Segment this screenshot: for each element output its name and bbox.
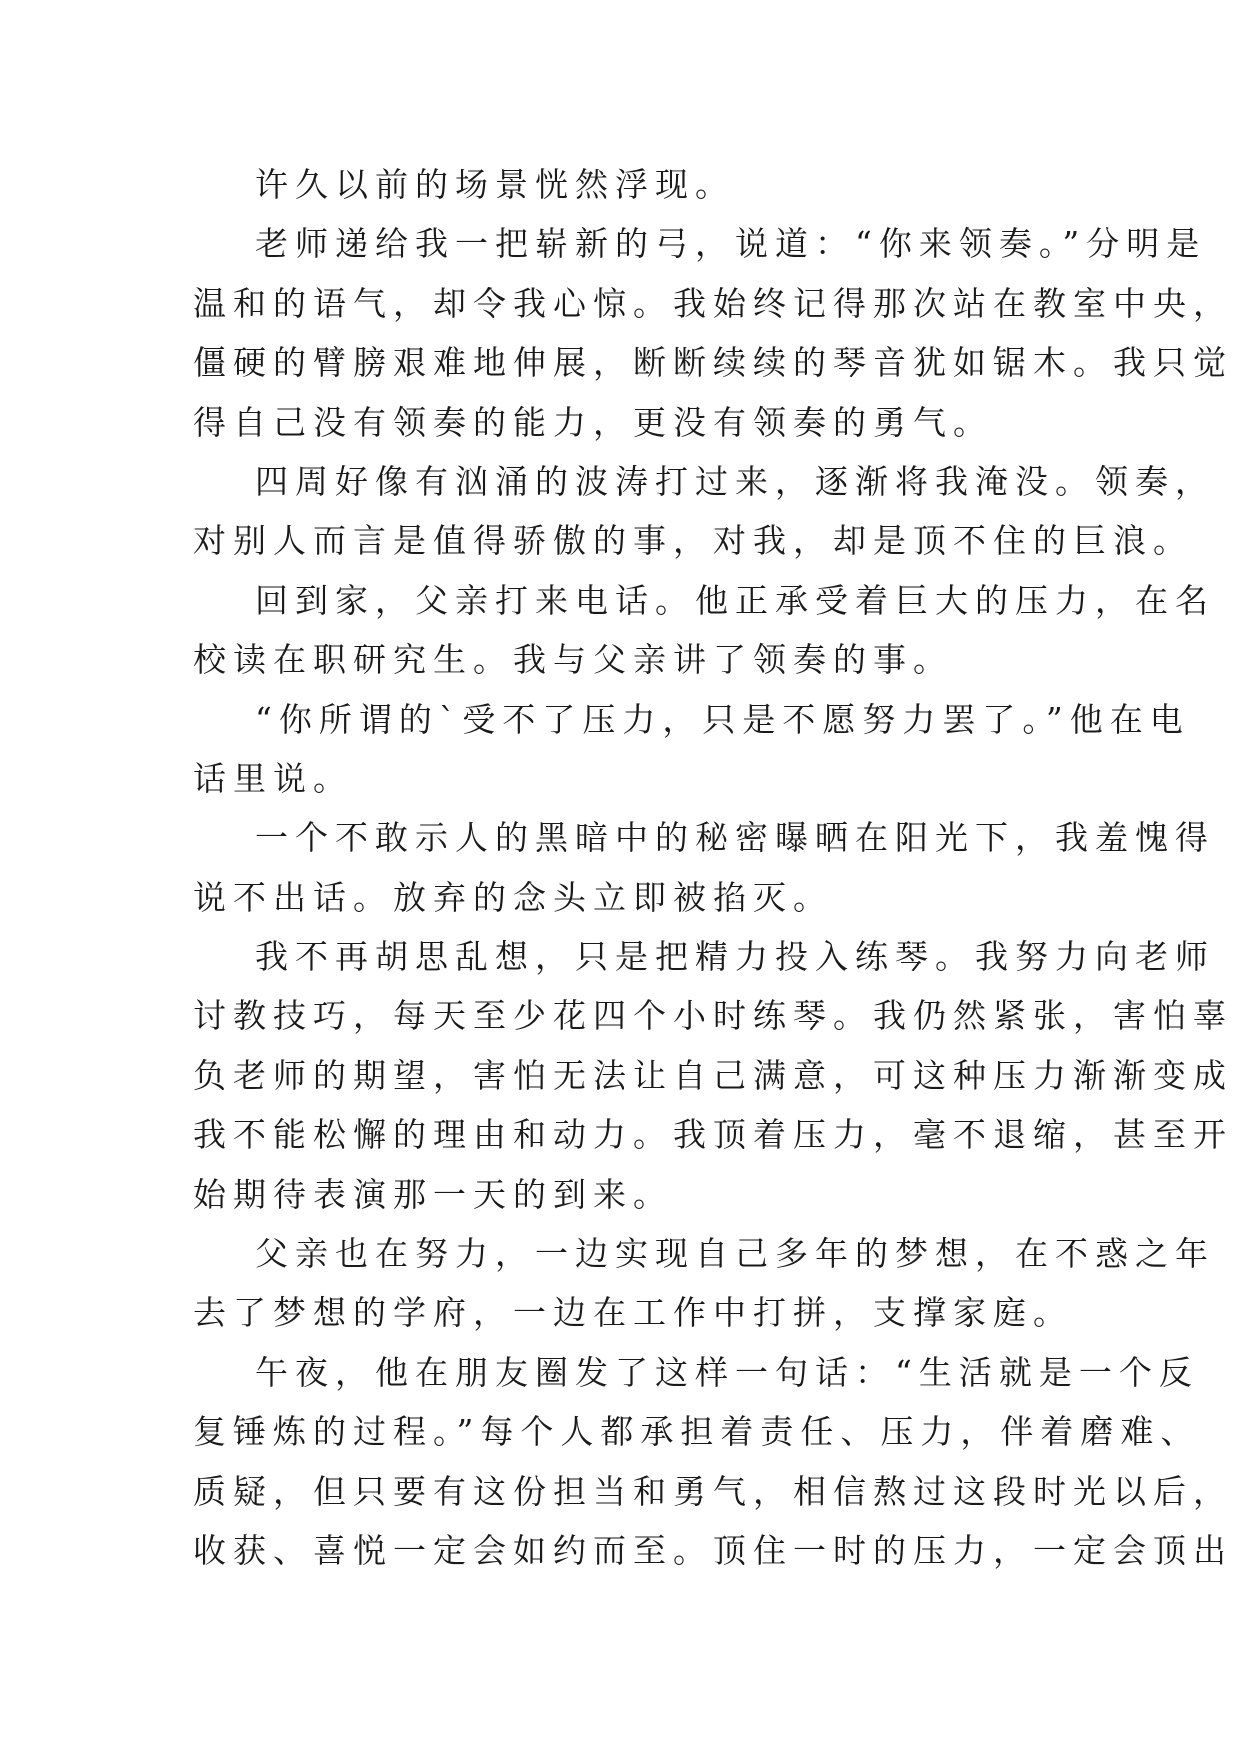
text-line: 收获、喜悦一定会如约而至。顶住一时的压力，一定会顶出 — [193, 1530, 1233, 1570]
text-line: 质疑，但只要有这份担当和勇气，相信熬过这段时光以后， — [193, 1471, 1233, 1511]
text-line: 午夜，他在朋友圈发了这样一句话：“生活就是一个反 — [255, 1352, 1199, 1392]
text-line: 校读在职研究生。我与父亲讲了领奏的事。 — [193, 640, 953, 680]
text-line: 老师递给我一把崭新的弓，说道：“你来领奏。”分明是 — [255, 224, 1207, 264]
text-line: 僵硬的臂膀艰难地伸展，断断续续的琴音犹如锯木。我只觉 — [193, 343, 1233, 383]
text-line: 我不再胡思乱想，只是把精力投入练琴。我努力向老师 — [255, 937, 1215, 977]
text-line: 对别人而言是值得骄傲的事，对我，却是顶不住的巨浪。 — [193, 521, 1193, 561]
text-line: 去了梦想的学府，一边在工作中打拼，支撑家庭。 — [193, 1293, 1073, 1333]
text-line: 话里说。 — [193, 758, 353, 798]
text-line: 始期待表演那一天的到来。 — [193, 1174, 673, 1214]
text-line: 得自己没有领奏的能力，更没有领奏的勇气。 — [193, 402, 993, 442]
text-line: 许久以前的场景恍然浮现。 — [255, 165, 735, 204]
text-line: 复锤炼的过程。”每个人都承担着责任、压力，伴着磨难、 — [193, 1412, 1201, 1452]
text-line: 回到家，父亲打来电话。他正承受着巨大的压力，在名 — [255, 580, 1215, 620]
text-line: 温和的语气，却令我心惊。我始终记得那次站在教室中央， — [193, 283, 1233, 323]
text-line: 我不能松懈的理由和动力。我顶着压力，毫不退缩，甚至开 — [193, 1115, 1233, 1155]
text-line: “你所谓的`受不了压力，只是不愿努力罢了。”他在电 — [255, 699, 1190, 739]
text-line: 父亲也在努力，一边实现自己多年的梦想，在不惑之年 — [255, 1234, 1215, 1274]
text-line: 讨教技巧，每天至少花四个小时练琴。我仍然紧张，害怕辜 — [193, 996, 1233, 1036]
text-line: 负老师的期望，害怕无法让自己满意，可这种压力渐渐变成 — [193, 1055, 1233, 1095]
text-line: 一个不敢示人的黑暗中的秘密曝晒在阳光下，我羞愧得 — [255, 818, 1215, 858]
essay-body — [193, 155, 1233, 1580]
text-line: 四周好像有汹涌的波涛打过来，逐渐将我淹没。领奏， — [255, 461, 1215, 501]
text-line: 说不出话。放弃的念头立即被掐灭。 — [193, 877, 833, 917]
